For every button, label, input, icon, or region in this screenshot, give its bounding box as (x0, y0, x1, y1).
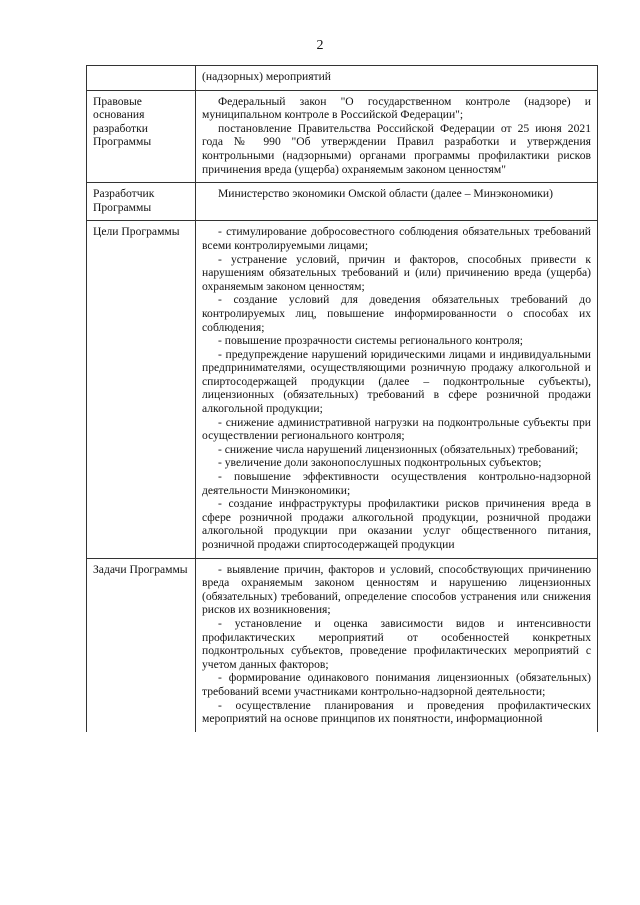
table-row (87, 221, 598, 558)
paragraph: - выявление причин, факторов и условий, способствующих причинению вреда охраняемым законом ценностям и нарушению лицензионных (обязательных) требований, определение способов устранения или снижения рисков их возникновения; (202, 562, 591, 617)
paragraph: Федеральный закон "О государственном контроле (надзоре) и муниципальном контроле в Российской Федерации"; (202, 94, 591, 122)
row-content (196, 183, 598, 221)
table-row (87, 66, 598, 91)
table-row (87, 90, 598, 183)
table-row (87, 558, 598, 732)
row-content (196, 90, 598, 183)
paragraph: - осуществление планирования и проведения профилактических мероприятий на основе принципов их понятности, информационной (202, 698, 591, 726)
row-content (196, 66, 598, 91)
paragraph: - создание инфраструктуры профилактики рисков причинения вреда в сфере розничной продажи алкогольной продукции, розничной продажи алкогольной продукции при оказании услуг общественного питания, розничной продажи спиртосодержащей продукции (202, 497, 591, 551)
paragraph: - устранение условий, причин и факторов, способных привести к нарушениям обязательных требований и (или) причинению вреда (ущерба) охраняемым законом ценностям; (202, 252, 591, 293)
paragraph: - установление и оценка зависимости видов и интенсивности профилактических мероприятий от особенностей конкретных подконтрольных субъектов, проведение профилактических мероприятий с учетом данных факторов; (202, 616, 591, 671)
row-content (196, 558, 598, 732)
program-passport-table (86, 65, 598, 732)
paragraph: - формирование одинакового понимания лицензионных (обязательных) требований всеми участниками контрольно-надзорной деятельности; (202, 671, 591, 698)
paragraph: - повышение эффективности осуществления контрольно-надзорной деятельности Минэкономики; (202, 470, 591, 497)
paragraph: - повышение прозрачности системы регионального контроля; (218, 334, 523, 348)
paragraph: - создание условий для доведения обязательных требований до контролируемых лиц, повышение информированности о способах их соблюдения; (202, 293, 591, 334)
table-row (87, 183, 598, 221)
row-label: Разработчик Программы (87, 183, 196, 221)
paragraph: - увеличение доли законопослушных подконтрольных субъектов; (218, 456, 542, 470)
paragraph: - снижение административной нагрузки на подконтрольные субъекты при осуществлении регионального контроля; (202, 415, 591, 443)
paragraph: (надзорных) мероприятий (202, 70, 331, 83)
row-label: Правовые основания разработки Программы (87, 90, 196, 183)
row-label: Цели Программы (87, 221, 196, 558)
page-number: 2 (316, 38, 324, 53)
paragraph: постановление Правительства Российской Федерации от 25 июня 2021 года № 990 "Об утверждении Правил разработки и утверждения контрольными (надзорными) органами программы профилактики рисков причинения вреда (ущерба) охраняемым законом ценностям" (202, 121, 591, 176)
row-label: Задачи Программы (87, 558, 196, 732)
paragraph: Министерство экономики Омской области (далее – Минэкономики) (218, 187, 553, 201)
paragraph: - предупреждение нарушений юридическими лицами и индивидуальными предпринимателями, осуществляющими розничную продажу алкогольной и спиртосодержащей продукции (далее – подконтрольные субъекты), лицензионных (обязательных) требований в сфере розничной продажи алкогольной продукции; (202, 347, 591, 416)
row-content (196, 221, 598, 558)
paragraph: - стимулирование добросовестного соблюдения обязательных требований всеми контролируемыми лицами; (202, 225, 591, 252)
row-label (87, 66, 196, 91)
paragraph: - снижение числа нарушений лицензионных (обязательных) требований; (218, 442, 579, 456)
